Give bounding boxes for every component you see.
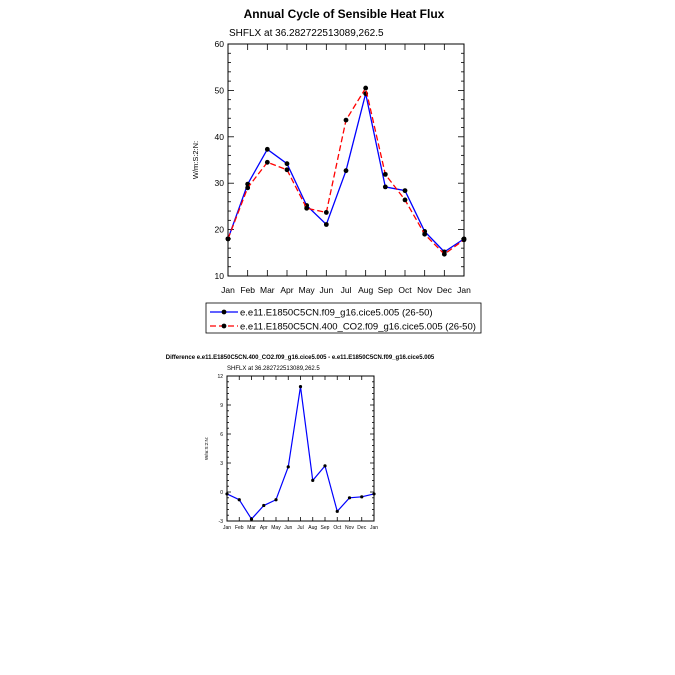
x-tick-label: Nov [417, 285, 433, 295]
data-point [287, 465, 290, 468]
data-point [324, 210, 329, 215]
data-point [324, 222, 329, 227]
x-tick-label: Nov [345, 525, 354, 531]
data-point [285, 167, 290, 172]
x-tick-label: Aug [358, 285, 374, 295]
x-tick-label: Aug [308, 525, 318, 531]
y-tick-label: 6 [220, 431, 223, 438]
data-point [383, 185, 388, 190]
x-tick-label: May [298, 285, 315, 295]
data-point [372, 492, 375, 495]
y-tick-label: 40 [214, 131, 224, 142]
data-point [348, 496, 351, 499]
data-point [274, 498, 277, 501]
data-point [225, 492, 228, 495]
chart1-plot [191, 39, 471, 295]
data-point [336, 510, 339, 513]
x-tick-label: Dec [357, 525, 367, 531]
x-tick-label: Jan [221, 285, 235, 295]
x-tick-label: Jan [222, 525, 232, 531]
chart1-subtitle: SHFLX at 36.282722513089,262.5 [229, 28, 384, 39]
x-tick-label: Mar [260, 285, 275, 295]
y-tick-label: 0 [220, 489, 223, 496]
data-point [265, 147, 270, 152]
data-point [422, 232, 427, 237]
x-tick-label: Feb [240, 285, 255, 295]
data-point [238, 498, 241, 501]
x-tick-label: Oct [398, 285, 412, 295]
x-tick-label: Jul [297, 525, 304, 531]
x-tick-label: Jun [319, 285, 334, 295]
data-point [245, 185, 250, 190]
y-axis-label: W/m:S:2:N: [204, 436, 209, 461]
plot-frame [228, 44, 464, 276]
chart2-subtitle: SHFLX at 36.282722513089,262.5 [227, 366, 320, 372]
data-point [383, 172, 388, 177]
data-point [344, 118, 349, 123]
y-tick-label: 50 [214, 85, 224, 96]
x-tick-label: Apr [280, 285, 294, 295]
legend-label: e.e11.E1850C5CN.400_CO2.f09_g16.cice5.005 (26-50) [240, 321, 476, 333]
y-tick-label: 60 [214, 38, 224, 49]
x-tick-label: Oct [333, 525, 342, 531]
x-tick-label: Jul [340, 285, 352, 295]
data-point [265, 160, 270, 165]
chart1-legend [206, 303, 481, 333]
y-tick-label: 3 [220, 460, 223, 467]
data-point [311, 479, 314, 482]
chart2-title: Difference e.e11.E1850C5CN.400_CO2.f09_g16.cice5.005 - e.e11.E1850C5CN.f09_g16.cice5.005 [165, 355, 435, 361]
legend-label: e.e11.E1850C5CN.f09_g16.cice5.005 (26-50) [240, 307, 433, 319]
y-tick-label: -3 [218, 518, 223, 525]
data-point [363, 86, 368, 91]
y-tick-label: 9 [220, 402, 223, 409]
data-point [250, 517, 253, 520]
x-tick-label: Apr [259, 525, 268, 531]
y-tick-label: 10 [214, 270, 224, 281]
chart2-plot [204, 374, 378, 531]
y-axis-label: W/m:S:2:N: [191, 140, 200, 180]
x-tick-label: Dec [436, 285, 452, 295]
legend-marker [222, 324, 227, 329]
data-point [403, 198, 408, 203]
data-point [403, 188, 408, 193]
x-tick-label: Jan [457, 285, 471, 295]
data-point [304, 206, 309, 211]
data-point [360, 495, 363, 498]
y-tick-label: 30 [214, 178, 224, 189]
data-point [323, 464, 326, 467]
plot-frame [227, 376, 374, 521]
data-point [226, 236, 231, 241]
data-point [299, 385, 302, 388]
x-tick-label: Mar [247, 525, 256, 531]
x-tick-label: Sep [320, 525, 330, 531]
x-tick-label: May [271, 525, 281, 531]
x-tick-label: Jun [284, 525, 293, 531]
x-tick-label: Jan [369, 525, 379, 531]
data-point [285, 161, 290, 166]
data-point [262, 504, 265, 507]
y-tick-label: 12 [217, 373, 223, 380]
x-tick-label: Feb [234, 525, 244, 531]
chart1-title: Annual Cycle of Sensible Heat Flux [243, 7, 445, 21]
series-line [227, 387, 374, 519]
y-tick-label: 20 [214, 224, 224, 235]
x-tick-label: Sep [377, 285, 393, 295]
data-point [462, 237, 467, 242]
legend-marker [222, 310, 227, 315]
data-point [442, 252, 447, 257]
data-point [344, 168, 349, 173]
